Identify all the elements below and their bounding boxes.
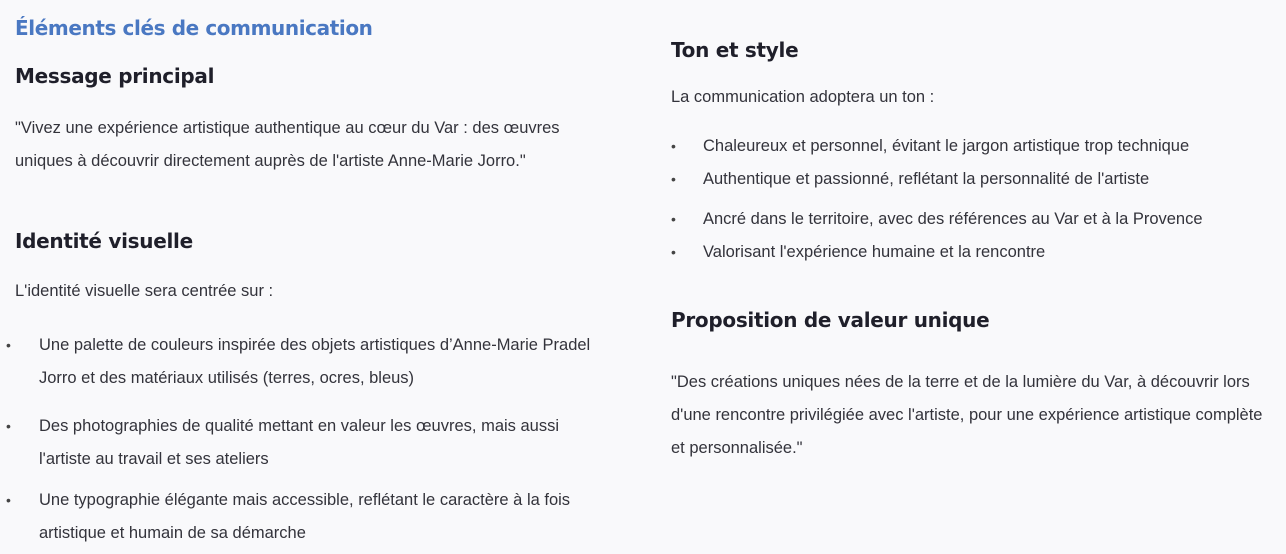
message-text: "Vivez une expérience artistique authentique au cœur du Var : des œuvres uniques à découvrir directement auprès de l'artiste Anne-Marie Jorro." [15,119,560,170]
message-heading: Message principal [15,64,215,88]
tone-item: Ancré dans le territoire, avec des références au Var et à la Provence [703,210,1203,228]
bullet-icon: • [671,138,676,154]
tone-item: Valorisant l'expérience humaine et la rencontre [703,243,1046,261]
tone-heading: Ton et style [671,38,799,62]
bullet-icon: • [671,171,676,187]
bullet-icon: • [6,418,11,434]
tone-intro: La communication adoptera un ton : [671,88,935,106]
value-heading: Proposition de valeur unique [671,308,990,332]
value-text: "Des créations uniques nées de la terre et de la lumière du Var, à découvrir lors d'une rencontre privilégiée avec l'artiste, pour une expérience artistique complète et personnalisée." [671,373,1263,457]
identity-intro: L'identité visuelle sera centrée sur : [15,282,274,300]
bullet-icon: • [6,337,11,353]
bullet-icon: • [6,492,11,508]
tone-item: Authentique et passionné, reflétant la personnalité de l'artiste [703,170,1150,188]
identity-item: Une typographie élégante mais accessible, reflétant le caractère à la fois artistique et humain de sa démarche [39,491,571,542]
identity-heading: Identité visuelle [15,229,193,253]
section-title: Éléments clés de communication [15,16,373,40]
identity-item: Des photographies de qualité mettant en valeur les œuvres, mais aussi l'artiste au travail et ses ateliers [39,417,560,468]
tone-item: Chaleureux et personnel, évitant le jargon artistique trop technique [703,137,1190,155]
bullet-icon: • [671,244,676,260]
bullet-icon: • [671,211,676,227]
identity-item: Une palette de couleurs inspirée des objets artistiques d’Anne-Marie Pradel Jorro et des matériaux utilisés (terres, ocres, bleus) [39,336,591,387]
